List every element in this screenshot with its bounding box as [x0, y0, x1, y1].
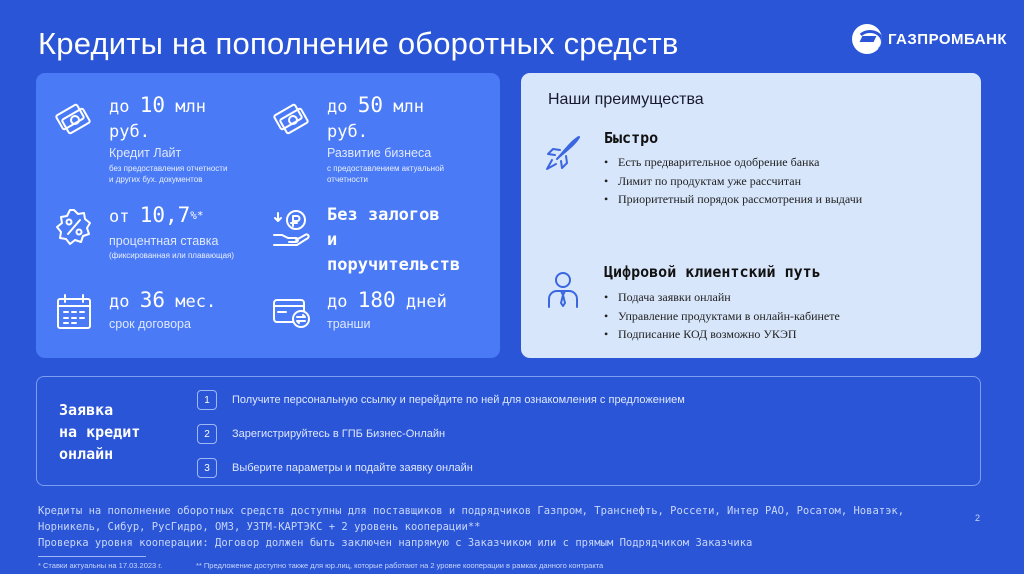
rocket-icon [543, 133, 583, 173]
page-title: Кредиты на пополнение оборотных средств [38, 26, 679, 61]
hand-coin-icon [272, 207, 312, 247]
bank-logo-text: ГАЗПРОМБАНК [888, 30, 1008, 48]
online-application-block [36, 376, 981, 486]
eligibility-note: Кредиты на пополнение оборотных средств доступны для поставщиков и подрядчиков Газпром, Транснефть, Россети, Интер РАО, Росатом, Новатэк, Норникель, Сибур, РусГидро, ОМЗ, УЗТМ-КАРТЭКС + 2 уровень кооперации** Проверка уровня кооперации: Договор должен быть заключен напрямую с Заказчиком или с прямым Подрядчиком Заказчика [38, 505, 905, 549]
list-item: • Подача заявки онлайн [604, 288, 840, 307]
footnote-cooperation: ** Предложение доступно также для юр.лиц, которые работают на 2 уровне кооперации в рамках данного контракта [196, 561, 604, 570]
step-text: Получите персональную ссылку и перейдите по ней для ознакомления с предложением [232, 394, 685, 406]
advantages-panel [521, 73, 981, 358]
offer-amount: до 10 млн руб. [109, 93, 206, 142]
offer-note: (фиксированная или плавающая) [109, 251, 235, 260]
offer-product: процентная ставка [109, 234, 219, 248]
offer-amount: Без залогов и поручительств [327, 205, 461, 275]
offer-amount: от 10,7%* [109, 203, 204, 227]
percent-badge-icon [54, 207, 94, 247]
advantage-list [604, 288, 840, 344]
step-text: Зарегистрируйтесь в ГПБ Бизнес-Онлайн [232, 428, 446, 440]
offer-amount: до 50 млн руб. [327, 93, 424, 142]
offer-amount: до 36 мес. [109, 288, 217, 312]
advantages-title: Наши преимущества [548, 91, 704, 108]
application-step [197, 390, 685, 410]
list-item: • Подписание КОД возможно УКЭП [604, 325, 840, 344]
offer-product: срок договора [109, 317, 191, 331]
offer-product: транши [327, 317, 371, 331]
step-text: Выберите параметры и подайте заявку онлайн [232, 462, 473, 474]
list-item: • Управление продуктами в онлайн-кабинете [604, 307, 840, 326]
page-number: 2 [975, 513, 981, 523]
bank-logo [852, 24, 1007, 54]
money-stack-icon [272, 97, 312, 137]
offer-product: Кредит Лайт [109, 146, 182, 160]
footnote-divider [38, 556, 146, 557]
money-stack-icon [54, 97, 94, 137]
offer-amount: до 180 дней [327, 288, 447, 312]
offer-note: без предоставления отчетности и других бух. документов [109, 164, 228, 184]
offer-note: с предоставлением актуальной отчетности [327, 164, 444, 184]
person-icon [543, 269, 583, 309]
bank-logo-icon [852, 24, 882, 54]
advantage-list [604, 153, 862, 209]
list-item: • Лимит по продуктам уже рассчитан [604, 172, 862, 191]
offers-panel [36, 73, 500, 358]
application-step [197, 458, 473, 478]
step-number-badge: 2 [197, 424, 217, 444]
step-number-badge: 3 [197, 458, 217, 478]
list-item: • Есть предварительное одобрение банка [604, 153, 862, 172]
offer-product: Развитие бизнеса [327, 146, 432, 160]
application-step [197, 424, 445, 444]
advantage-heading: Цифровой клиентский путь [604, 263, 821, 281]
footnote-rates: * Ставки актуальны на 17.03.2023 г. [38, 561, 163, 570]
calendar-icon [54, 292, 94, 332]
application-title: Заявка на кредит онлайн [59, 401, 141, 463]
step-number-badge: 1 [197, 390, 217, 410]
list-item: • Приоритетный порядок рассмотрения и выдачи [604, 190, 862, 209]
advantage-heading: Быстро [604, 129, 659, 147]
card-exchange-icon [272, 292, 312, 332]
